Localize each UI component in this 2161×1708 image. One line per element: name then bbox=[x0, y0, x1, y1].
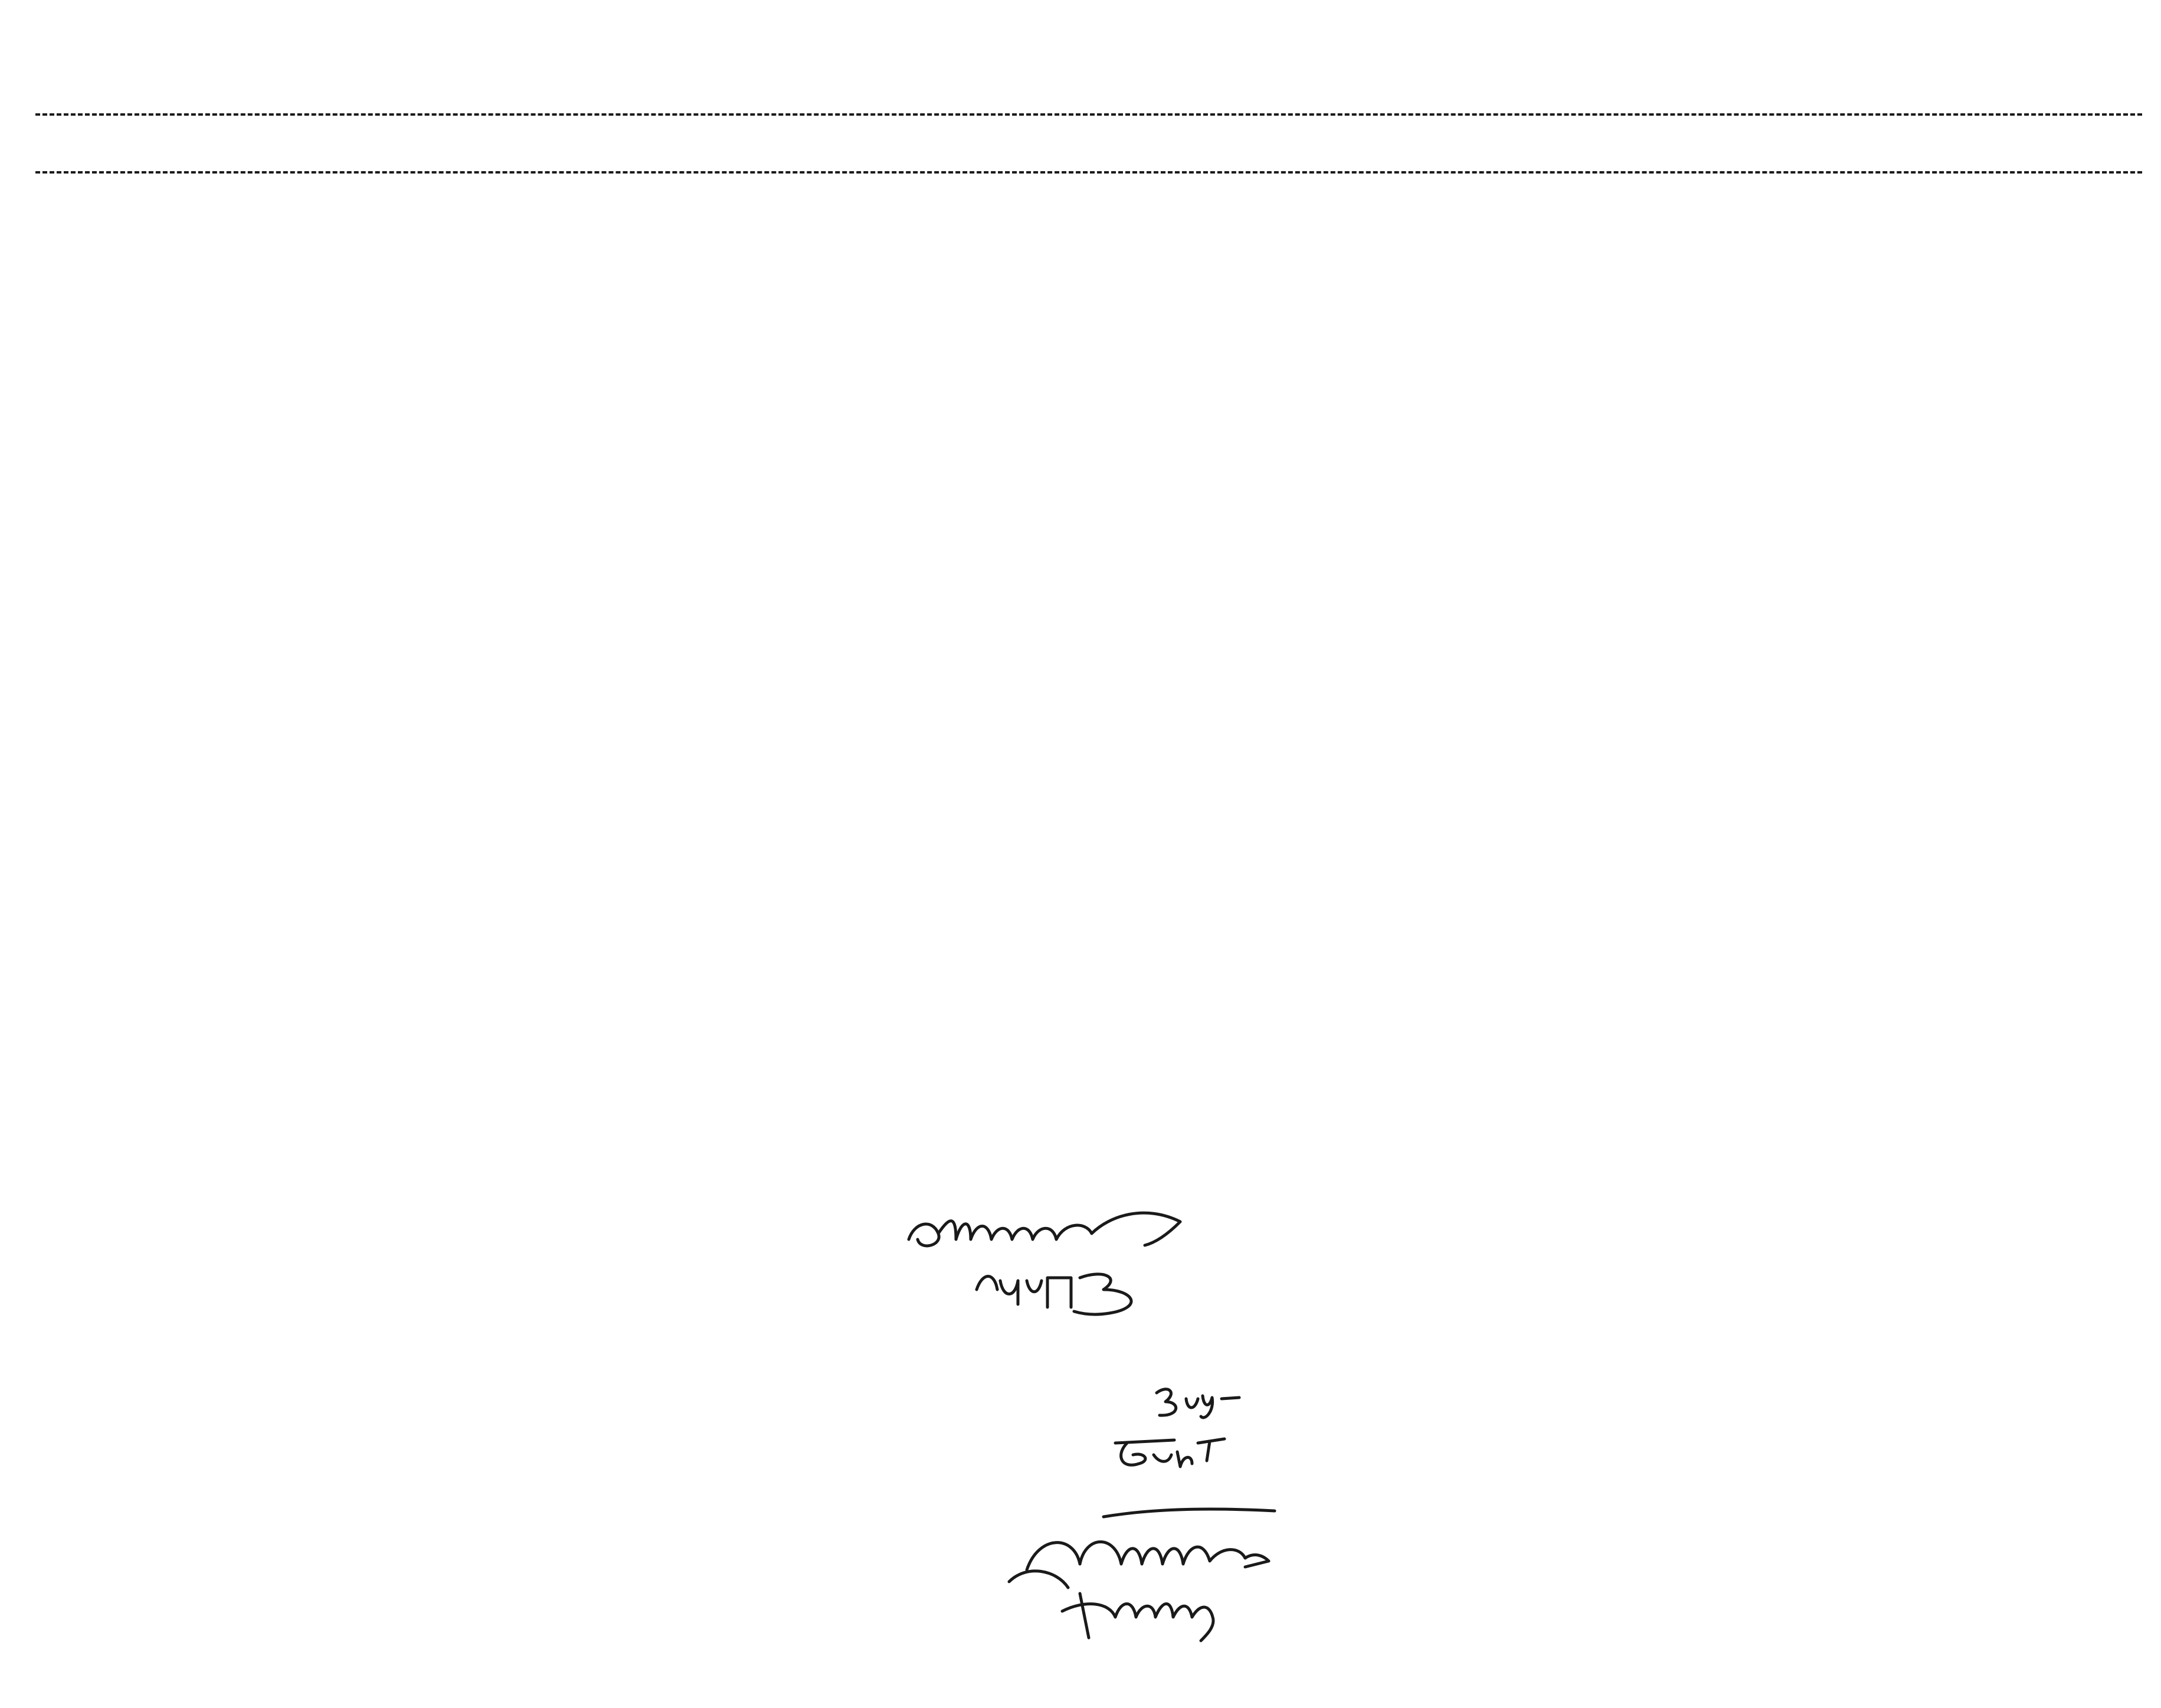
handwritten-signature bbox=[897, 1198, 1204, 1263]
header-rule-bottom bbox=[35, 171, 2142, 174]
handwritten-signature bbox=[1104, 1428, 1239, 1475]
handwritten-signature bbox=[968, 1257, 1204, 1322]
handwritten-signature bbox=[1151, 1381, 1251, 1422]
handwritten-signature bbox=[991, 1499, 1298, 1647]
header-rule-top bbox=[35, 113, 2142, 116]
